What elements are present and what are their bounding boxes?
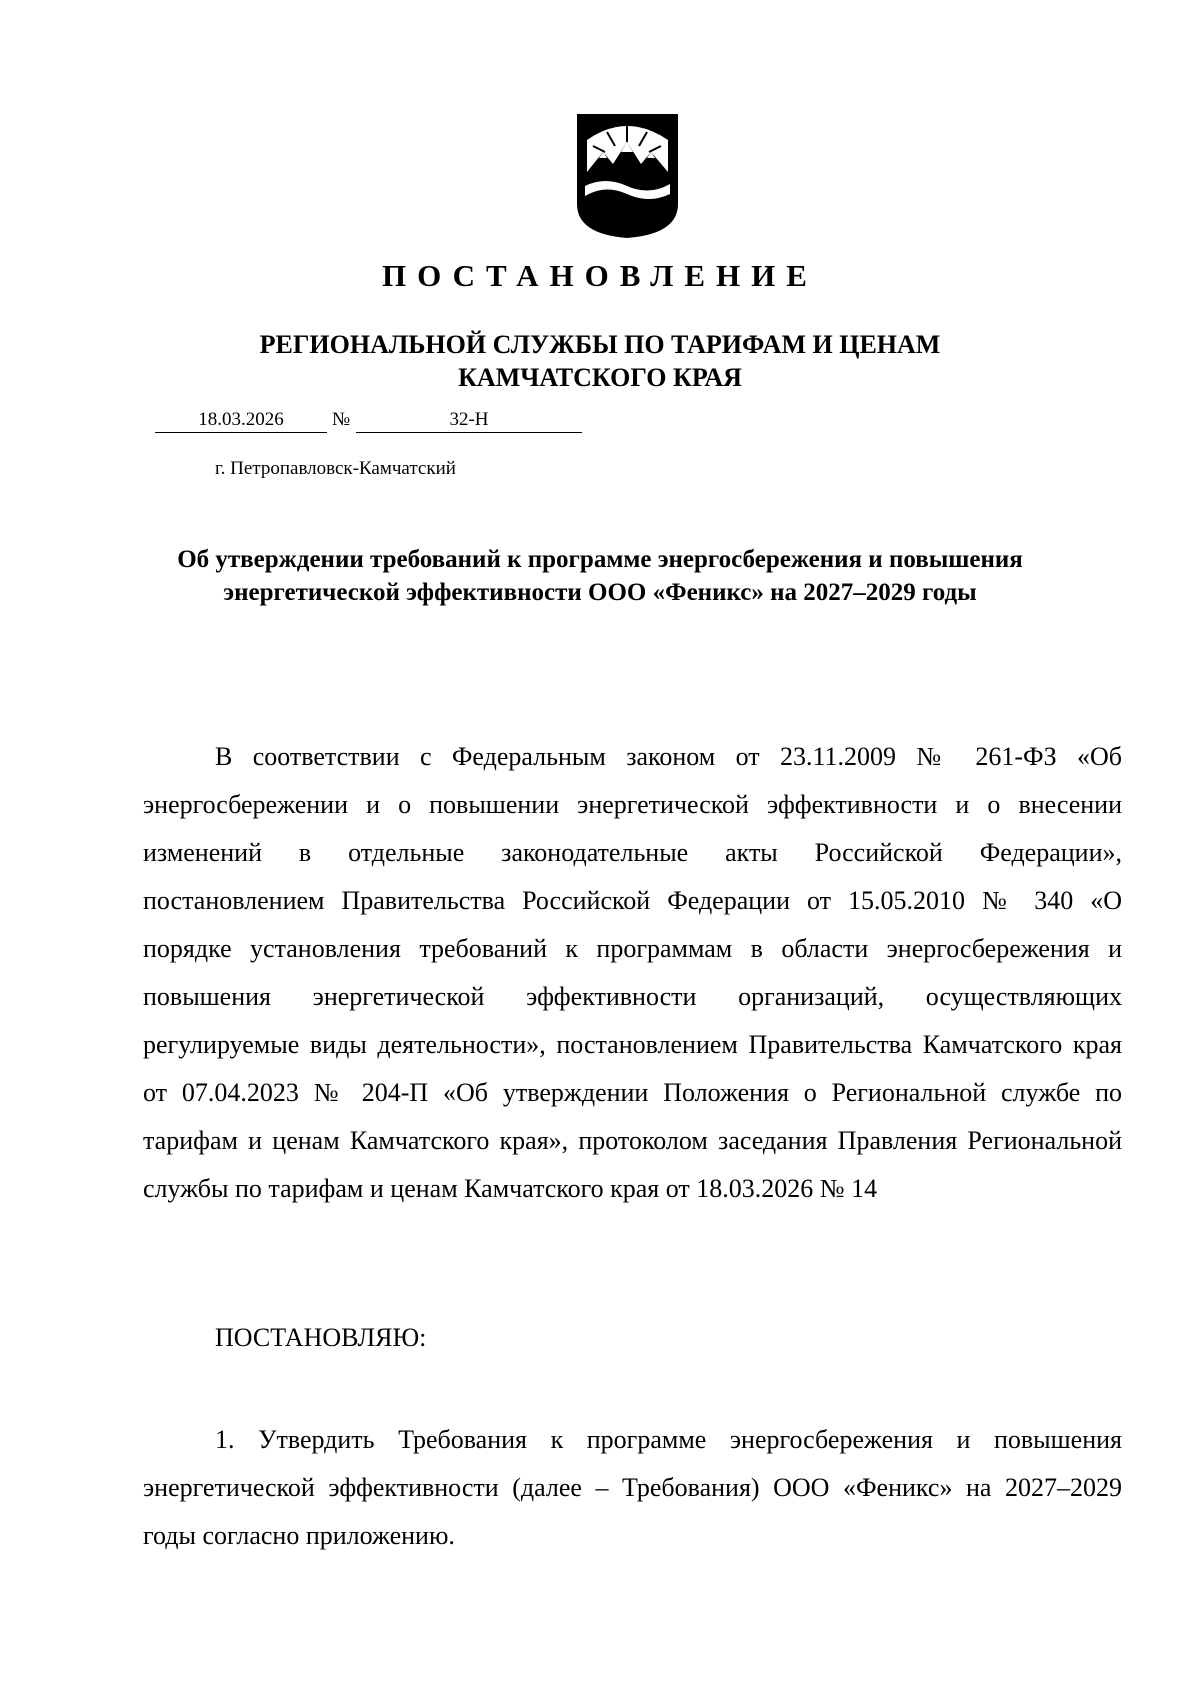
org-line-1: РЕГИОНАЛЬНОЙ СЛУЖБЫ ПО ТАРИФАМ И ЦЕНАМ bbox=[259, 330, 941, 359]
decree-item: 1. Утвердить Требования к программе энергосбережения и повышения энергетической эффективности (далее – Требования) ООО «Феникс» на 2027–2029 годы согласно приложению. bbox=[143, 1425, 1122, 1550]
coat-of-arms-icon bbox=[575, 112, 680, 240]
org-line-2: КАМЧАТСКОГО КРАЯ bbox=[458, 363, 742, 392]
document-title: ПОСТАНОВЛЕНИЕ bbox=[382, 258, 818, 293]
document-date: 18.03.2026 bbox=[155, 408, 327, 433]
document-subject: Об утверждении требований к программе энергосбережения и повышения энергетической эффективности ООО «Феникс» на 2027–2029 годы bbox=[177, 546, 1023, 606]
issuing-organization bbox=[0, 328, 1200, 394]
document-number: 32-Н bbox=[356, 408, 582, 433]
city: г. Петропавловск-Камчатский bbox=[215, 458, 456, 479]
preamble-paragraph: В соответствии с Федеральным законом от 23.11.2009 № 261-ФЗ «Об энергосбережении и о повышении энергетической эффективности и о внесении изменений в отдельные законодательные акты Российской Федерации», постановлением Правительства Российской Федерации от 15.05.2010 № 340 «О порядке установления требований к программам в области энергосбережения и повышения энергетической эффективности организаций, осуществляющих регулируемые виды деятельности», постановлением Правительства Камчатского края от 07.04.2023 № 204-П «Об утверждении Положения о Региональной службе по тарифам и ценам Камчатского края», протоколом заседания Правления Региональной службы по тарифам и ценам Камчатского края от 18.03.2026 № 14 bbox=[143, 742, 1122, 1203]
decree-word: ПОСТАНОВЛЯЮ: bbox=[215, 1323, 427, 1352]
coat-of-arms bbox=[575, 112, 680, 240]
number-sign: № bbox=[332, 409, 351, 430]
